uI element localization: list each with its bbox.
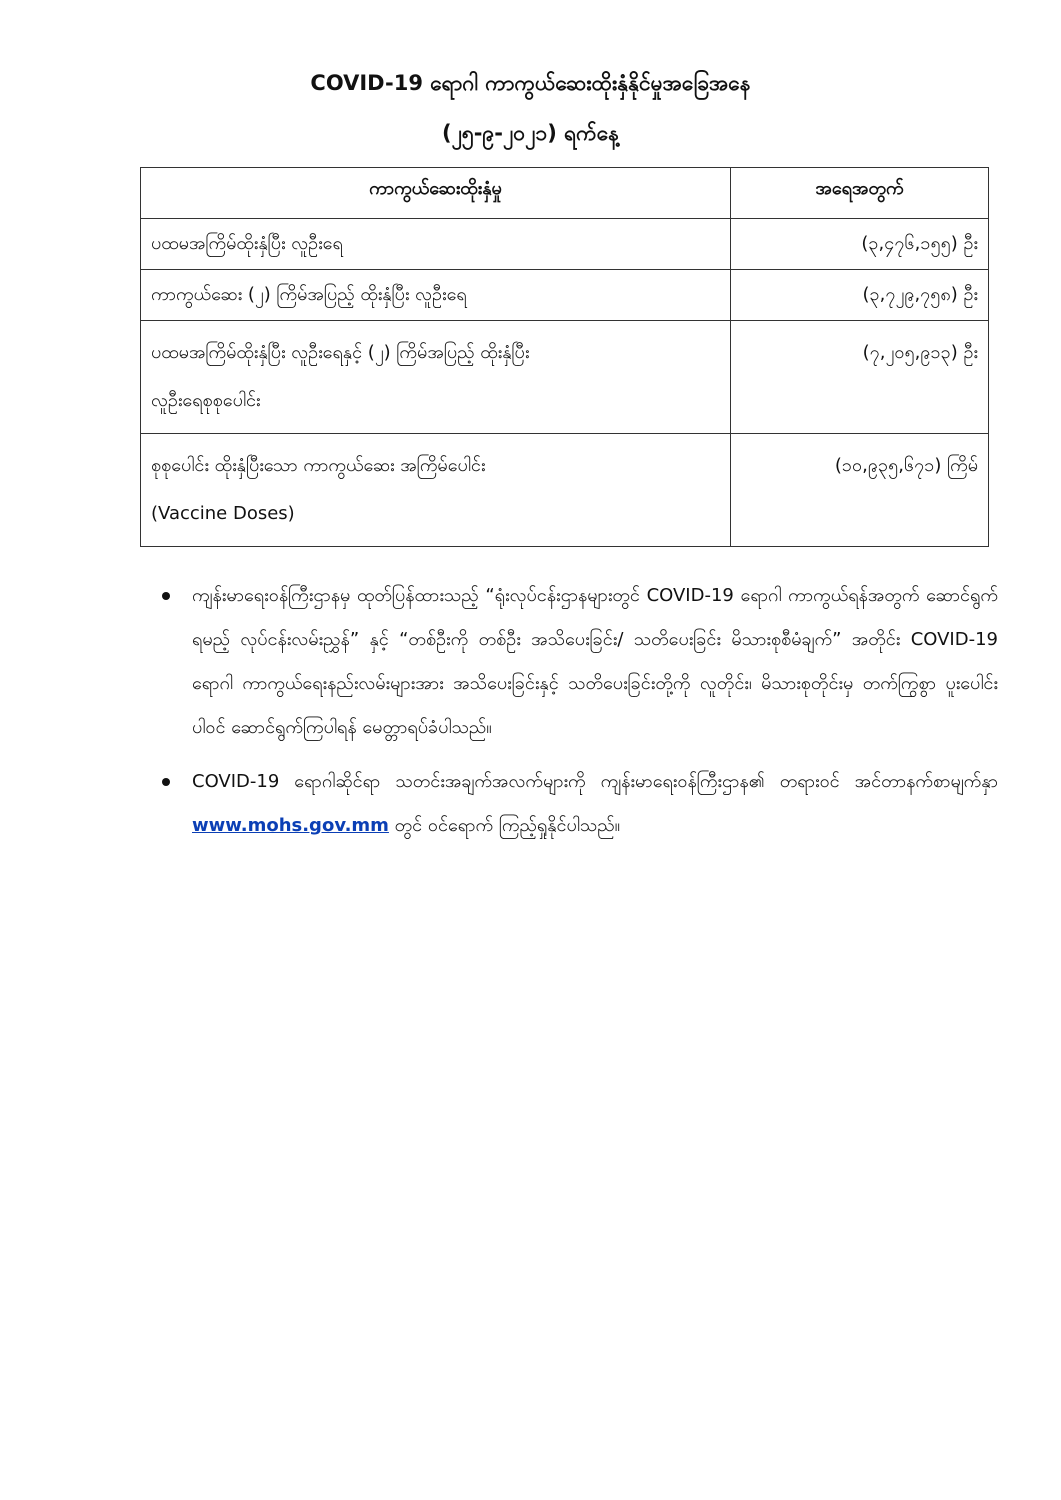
row-label-line: (Vaccine Doses): [151, 503, 295, 524]
table-row: [141, 219, 989, 270]
column-header-vaccination: ကာကွယ်ဆေးထိုးနှံမှု: [141, 168, 731, 219]
column-header-count: အရေအတွက်: [731, 168, 989, 219]
row-label: [141, 270, 731, 321]
row-value-text: (၃,၇၂၉,၇၅၈) ဦး: [862, 284, 978, 305]
table-header-row: [141, 168, 989, 219]
row-value: [731, 219, 989, 270]
row-label-line: ကာကွယ်ဆေး (၂) ကြိမ်အပြည့် ထိုးနှံပြီး လူဦးရေ: [151, 284, 467, 305]
row-value: [731, 321, 989, 434]
row-value-text: (၁၀,၉၃၅,၆၇၁) ကြိမ်: [834, 455, 978, 476]
row-label-line: လူဦးရေစုစုပေါင်း: [151, 390, 261, 411]
page-title: COVID-19 ရောဂါ ကာကွယ်ဆေးထိုးနှံနိုင်မှုအခြေအနေ: [310, 71, 751, 95]
vaccination-table: [140, 167, 989, 547]
row-label-line: ပထမအကြိမ်ထိုးနှံပြီး လူဦးရေနှင့် (၂) ကြိမ်အပြည့် ထိုးနှံပြီး: [151, 342, 530, 363]
row-label: [141, 321, 731, 434]
row-value-text: (၃,၄၇၆,၁၅၅) ဦး: [861, 233, 978, 254]
row-label: [141, 219, 731, 270]
report-date: (၂၅-၉-၂၀၂၁) ရက်နေ့: [441, 121, 619, 145]
bullet-icon: [162, 778, 170, 786]
mohs-website-link[interactable]: www.mohs.gov.mm: [192, 815, 389, 836]
list-item: [192, 574, 998, 750]
bullet-icon: [162, 592, 170, 600]
table-row: [141, 321, 989, 434]
notice-text: ကျန်းမာရေးဝန်ကြီးဌာနမှ ထုတ်ပြန်ထားသည့် “ရုံးလုပ်ငန်းဌာနများတွင် COVID-19 ရောဂါ ကာကွယ်ရန်အတွက် ဆောင်ရွက်ရမည့် လုပ်ငန်းလမ်းညွှန်” နှင့် “တစ်ဦးကို တစ်ဦး အသိပေးခြင်း/ သတိပေးခြင်း မိသားစုစီမံချက်” အတိုင်း COVID-19 ရောဂါ ကာကွယ်ရေးနည်းလမ်းများအား အသိပေးခြင်းနှင့် သတိပေးခြင်းတို့ကို လူတိုင်း၊ မိသားစုတိုင်းမှ တက်ကြွစွာ ပူးပေါင်းပါဝင် ဆောင်ရွက်ကြပါရန် မေတ္တာရပ်ခံပါသည်။: [192, 585, 998, 738]
row-label-line: ပထမအကြိမ်ထိုးနှံပြီး လူဦးရေ: [151, 233, 343, 254]
list-item: [192, 760, 998, 848]
notice-text-after: တွင် ဝင်ရောက် ကြည့်ရှုနိုင်ပါသည်။: [388, 815, 621, 836]
notice-list: [192, 574, 998, 858]
row-value: [731, 434, 989, 547]
row-label-line: စုစုပေါင်း ထိုးနှံပြီးသော ကာကွယ်ဆေး အကြိမ်ပေါင်း: [151, 455, 486, 476]
notice-text-before: COVID-19 ရောဂါဆိုင်ရာ သတင်းအချက်အလက်များကို ကျန်းမာရေးဝန်ကြီးဌာန၏ တရားဝင် အင်တာနက်စာမျက်နှာ: [192, 771, 998, 792]
row-value-text: (၇,၂၀၅,၉၁၃) ဦး: [862, 342, 978, 363]
row-value: [731, 270, 989, 321]
table-row: [141, 434, 989, 547]
row-label: [141, 434, 731, 547]
table-row: [141, 270, 989, 321]
